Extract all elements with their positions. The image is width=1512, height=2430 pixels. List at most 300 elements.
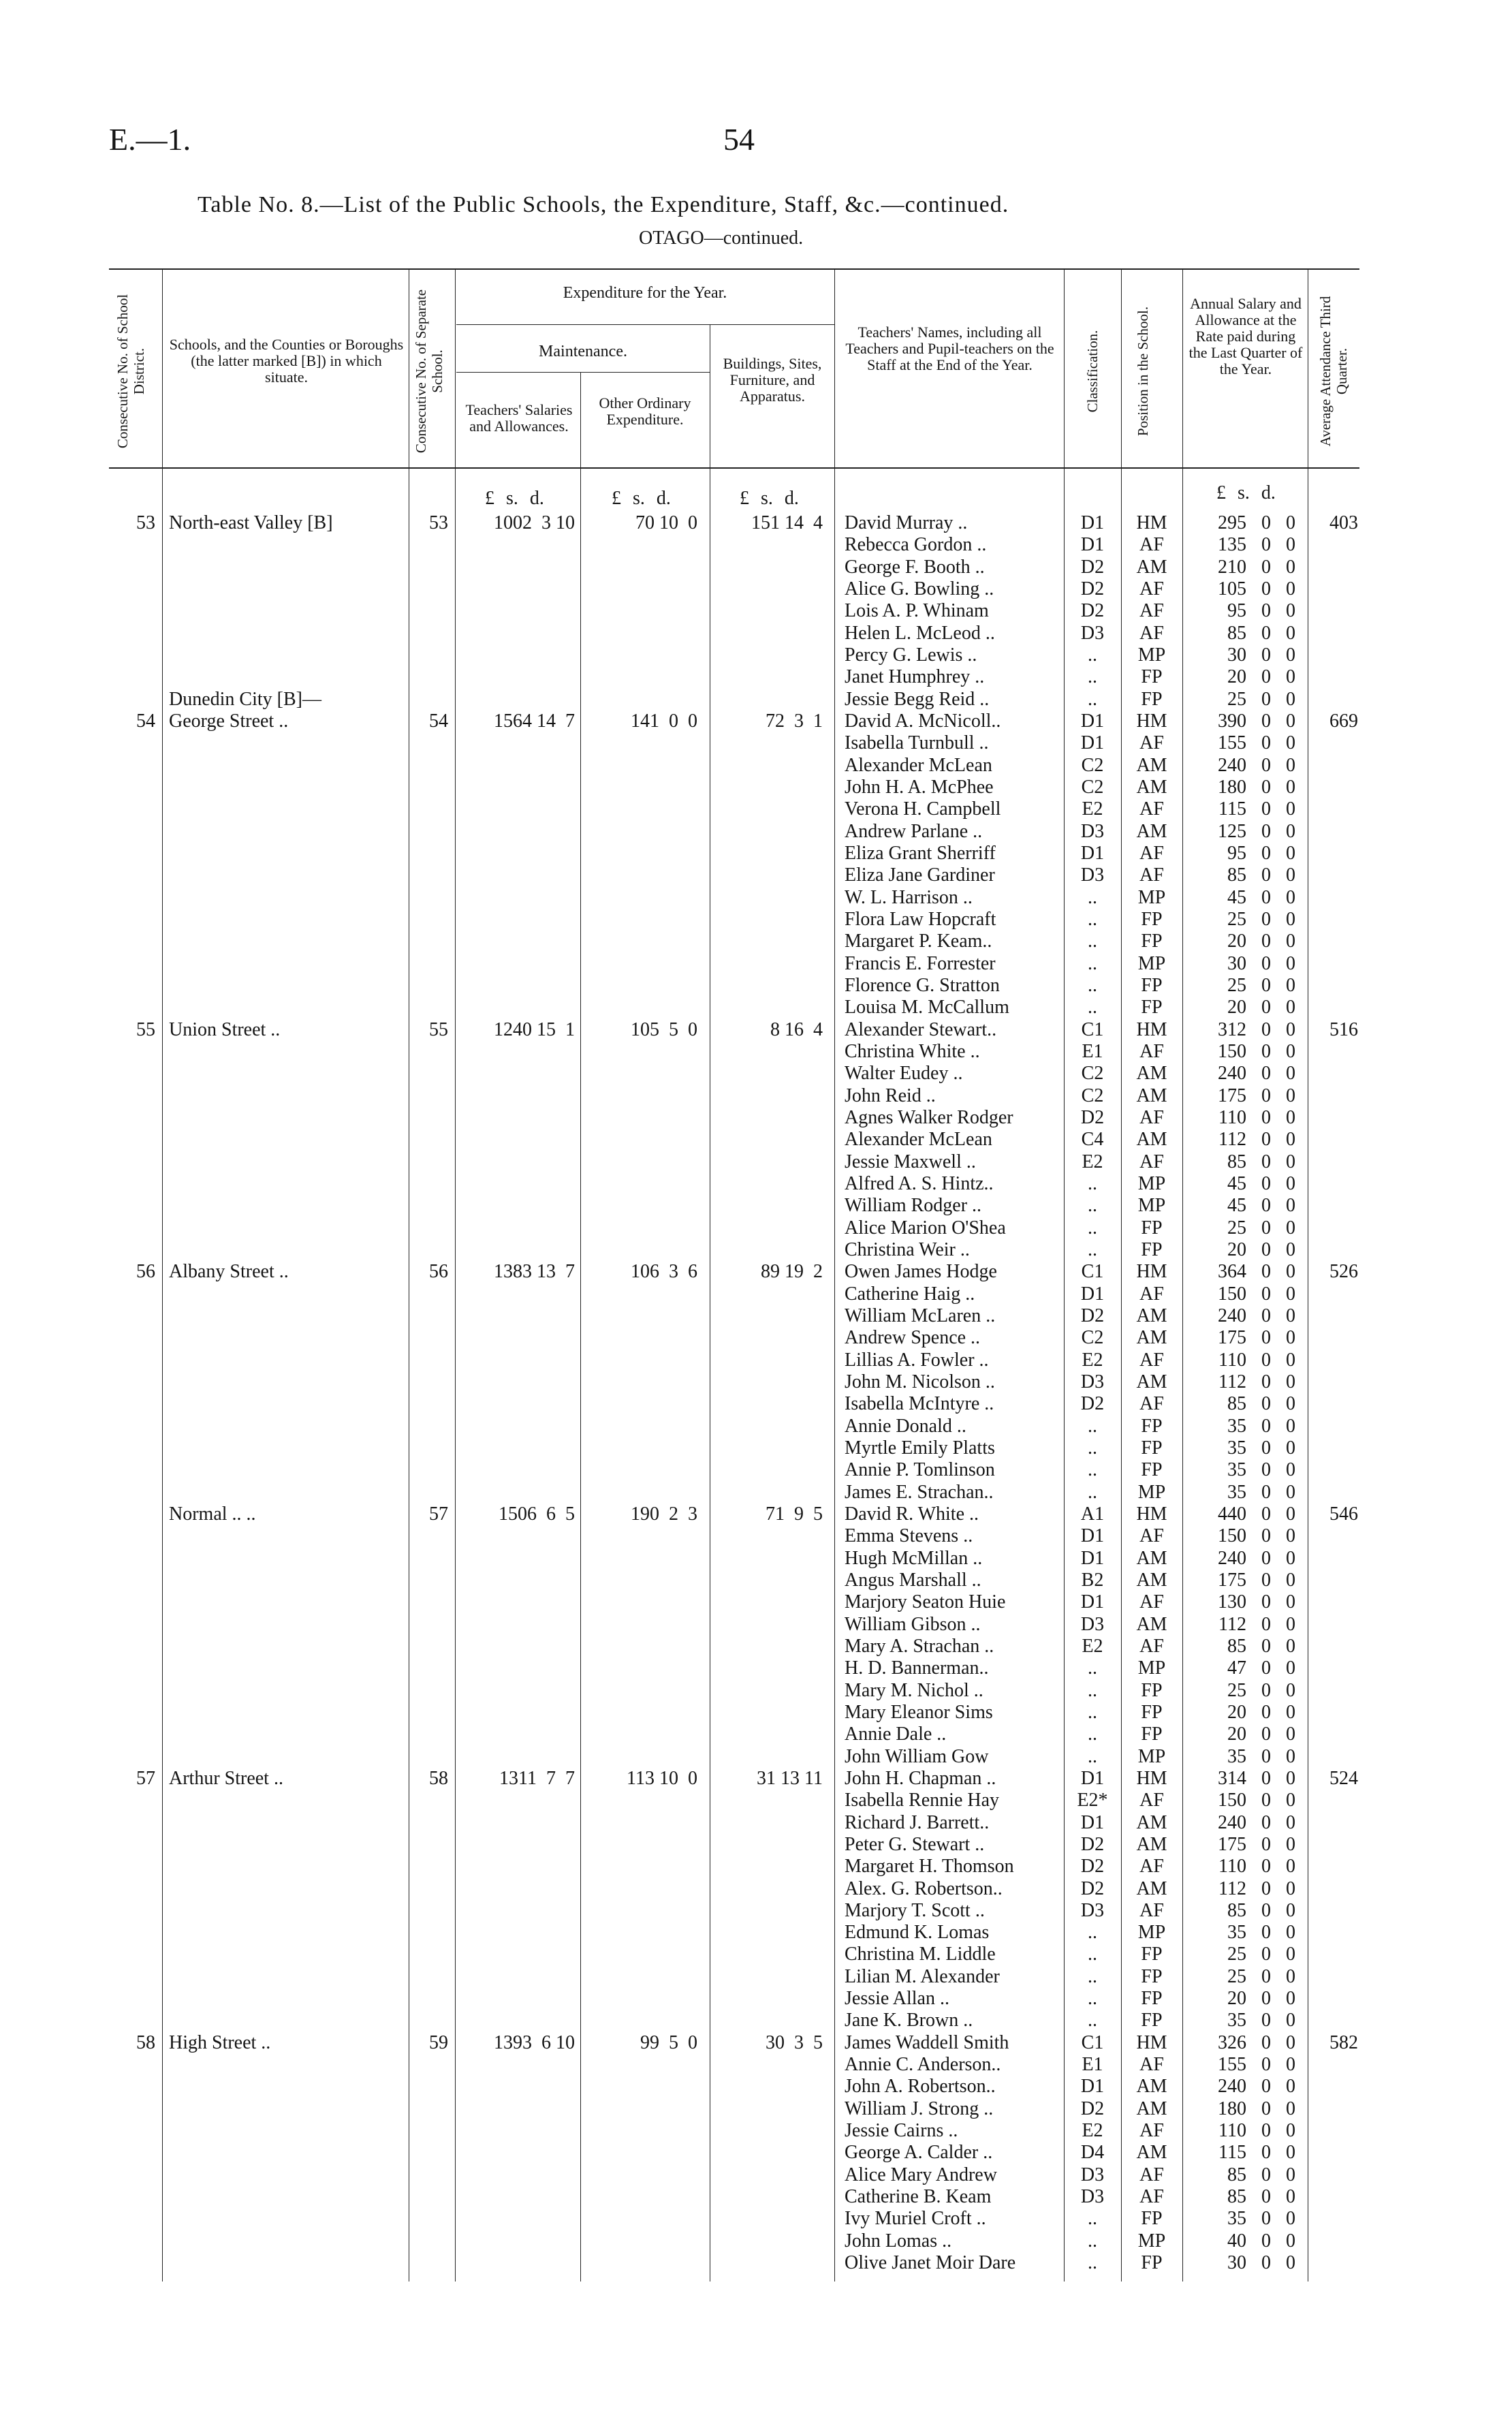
teacher-name-cell: Christina Weir .. <box>845 1239 970 1260</box>
annual-salary-cell: 20 0 0 <box>1227 997 1295 1018</box>
table-row <box>0 975 1512 997</box>
position-cell: AF <box>1139 732 1164 754</box>
table-row <box>0 1239 1512 1261</box>
position-cell: AF <box>1139 798 1164 820</box>
position-cell: MP <box>1137 2230 1166 2252</box>
teacher-name-cell: Marjory T. Scott .. <box>845 1899 985 1921</box>
annual-salary-cell: 95 0 0 <box>1227 843 1295 864</box>
position-cell: AF <box>1139 1899 1164 1921</box>
table-row <box>0 1900 1512 1922</box>
position-cell: MP <box>1137 1172 1166 1194</box>
teacher-name-cell: Catherine Haig .. <box>845 1283 975 1305</box>
classification-cell: .. <box>1088 1679 1097 1701</box>
teacher-name-cell: John William Gow <box>845 1745 989 1767</box>
table-row <box>0 953 1512 975</box>
teacher-name-cell: Jessie Cairns .. <box>845 2120 958 2142</box>
header-expenditure: Expenditure for the Year. <box>563 284 727 302</box>
annual-salary-cell: 20 0 0 <box>1227 1701 1295 1723</box>
attendance-cell: 403 <box>1329 512 1358 533</box>
annual-salary-cell: 240 0 0 <box>1218 1547 1295 1569</box>
salaries-cell: 1383 13 7 <box>494 1261 575 1283</box>
classification-cell: .. <box>1088 1701 1097 1723</box>
teacher-name-cell: Flora Law Hopcraft <box>845 908 996 930</box>
teacher-name-cell: Peter G. Stewart .. <box>845 1833 985 1855</box>
table-row <box>0 2054 1512 2076</box>
annual-salary-cell: 25 0 0 <box>1227 974 1295 996</box>
annual-salary-cell: 25 0 0 <box>1227 908 1295 930</box>
position-cell: AM <box>1136 1833 1167 1855</box>
classification-cell: .. <box>1088 1944 1097 1965</box>
document-code: E.—1. <box>109 122 191 157</box>
position-cell: AF <box>1139 1151 1164 1172</box>
school-name-cell: Arthur Street .. <box>169 1767 283 1789</box>
annual-salary-cell: 175 0 0 <box>1218 1833 1295 1855</box>
classification-cell: C1 <box>1081 2031 1104 2053</box>
table-row <box>0 1459 1512 1481</box>
position-cell: AF <box>1139 1283 1164 1305</box>
position-cell: AM <box>1136 1085 1167 1106</box>
position-cell: FP <box>1141 1239 1163 1260</box>
position-cell: MP <box>1137 952 1166 974</box>
annual-salary-cell: 85 0 0 <box>1227 864 1295 886</box>
teacher-name-cell: Catherine B. Keam <box>845 2186 992 2208</box>
table-row <box>0 1746 1512 1768</box>
annual-salary-cell: 35 0 0 <box>1227 1922 1295 1944</box>
buildings-cell: 151 14 4 <box>751 512 823 533</box>
annual-salary-cell: 47 0 0 <box>1227 1657 1295 1679</box>
annual-salary-cell: 20 0 0 <box>1227 931 1295 952</box>
position-cell: AF <box>1139 1856 1164 1878</box>
annual-salary-cell: 150 0 0 <box>1218 1525 1295 1547</box>
teacher-name-cell: Myrtle Emily Platts <box>845 1437 995 1459</box>
teacher-name-cell: Andrew Spence .. <box>845 1327 981 1349</box>
position-cell: AF <box>1139 1635 1164 1657</box>
annual-salary-cell: 155 0 0 <box>1218 732 1295 754</box>
teacher-name-cell: Margaret P. Keam.. <box>845 931 992 952</box>
teacher-name-cell: James E. Strachan.. <box>845 1481 994 1503</box>
header-school-no: Consecutive No. of Separate School. <box>413 289 445 454</box>
table-row <box>0 557 1512 578</box>
position-cell: FP <box>1141 2252 1163 2274</box>
position-cell: HM <box>1136 1018 1167 1040</box>
district-no-cell: 54 <box>136 711 155 732</box>
position-cell: AF <box>1139 1106 1164 1128</box>
table-row <box>0 1063 1512 1085</box>
annual-salary-cell: 35 0 0 <box>1227 1459 1295 1481</box>
attendance-cell: 526 <box>1329 1261 1358 1283</box>
position-cell: FP <box>1141 1701 1163 1723</box>
table-row <box>0 1393 1512 1415</box>
table-row <box>0 2010 1512 2031</box>
classification-cell: D3 <box>1080 1613 1105 1635</box>
district-no-cell: 58 <box>136 2031 155 2053</box>
table-row <box>0 1371 1512 1393</box>
teacher-name-cell: Annie C. Anderson.. <box>845 2054 1001 2076</box>
position-cell: AM <box>1136 556 1167 578</box>
classification-cell: D3 <box>1080 1899 1105 1921</box>
salaries-cell: 1311 7 7 <box>499 1767 575 1789</box>
teacher-name-cell: Alexander Stewart.. <box>845 1018 997 1040</box>
table-row <box>0 1151 1512 1173</box>
teacher-name-cell: Annie Donald .. <box>845 1415 966 1437</box>
classification-cell: D2 <box>1080 1878 1105 1899</box>
teacher-name-cell: Isabella McIntyre .. <box>845 1393 994 1415</box>
classification-cell: D3 <box>1080 820 1105 842</box>
teacher-name-cell: Eliza Grant Sherriff <box>845 843 996 864</box>
position-cell: AM <box>1136 1811 1167 1833</box>
annual-salary-cell: 25 0 0 <box>1227 1679 1295 1701</box>
teacher-name-cell: Alexander McLean <box>845 754 992 776</box>
annual-salary-cell: 112 0 0 <box>1218 1371 1295 1392</box>
table-row <box>0 1350 1512 1371</box>
classification-cell: .. <box>1088 1988 1097 2010</box>
annual-salary-cell: 150 0 0 <box>1218 1283 1295 1305</box>
teacher-name-cell: Lillias A. Fowler .. <box>845 1349 989 1371</box>
classification-cell: .. <box>1088 666 1097 688</box>
position-cell: AF <box>1139 1525 1164 1547</box>
position-cell: MP <box>1137 644 1166 666</box>
teacher-name-cell: Alice G. Bowling .. <box>845 578 994 599</box>
salaries-cell: 1240 15 1 <box>494 1018 575 1040</box>
attendance-cell: 516 <box>1329 1018 1358 1040</box>
position-cell: AF <box>1139 864 1164 886</box>
annual-salary-cell: 20 0 0 <box>1227 1239 1295 1260</box>
classification-cell: .. <box>1088 1172 1097 1194</box>
position-cell: AM <box>1136 1063 1167 1085</box>
header-salary: Annual Salary and Allowance at the Rate paid during the Last Quarter of the Year. <box>1188 295 1303 377</box>
position-cell: FP <box>1141 1988 1163 2010</box>
classification-cell: .. <box>1088 1217 1097 1239</box>
school-name-cell: North-east Valley [B] <box>169 512 333 533</box>
position-cell: FP <box>1141 1724 1163 1745</box>
table-row <box>0 864 1512 886</box>
teacher-name-cell: Christina White .. <box>845 1040 980 1062</box>
table-row <box>0 1724 1512 1745</box>
position-cell: AM <box>1136 1327 1167 1349</box>
annual-salary-cell: 210 0 0 <box>1218 556 1295 578</box>
other-expenditure-cell: 190 2 3 <box>631 1503 697 1525</box>
table-row <box>0 1657 1512 1679</box>
table-row <box>0 1966 1512 1988</box>
position-cell: MP <box>1137 1745 1166 1767</box>
teacher-name-cell: Jessie Maxwell .. <box>845 1151 976 1172</box>
annual-salary-cell: 125 0 0 <box>1218 820 1295 842</box>
annual-salary-cell: 155 0 0 <box>1218 2054 1295 2076</box>
annual-salary-cell: 130 0 0 <box>1218 1591 1295 1613</box>
classification-cell: .. <box>1088 1195 1097 1217</box>
classification-cell: .. <box>1088 1724 1097 1745</box>
header-classification: Classification. <box>1084 330 1101 413</box>
teacher-name-cell: Angus Marshall .. <box>845 1569 981 1591</box>
annual-salary-cell: 95 0 0 <box>1227 600 1295 622</box>
annual-salary-cell: 115 0 0 <box>1218 2142 1295 2164</box>
classification-cell: .. <box>1088 886 1097 908</box>
position-cell: AF <box>1139 622 1164 644</box>
annual-salary-cell: 110 0 0 <box>1218 2120 1295 2142</box>
position-cell: HM <box>1136 2031 1167 2053</box>
table-row <box>0 1217 1512 1239</box>
position-cell: AM <box>1136 1305 1167 1326</box>
header-attendance: Average Attendance Third Quarter. <box>1317 296 1350 447</box>
page-number: 54 <box>723 122 755 157</box>
annual-salary-cell: 135 0 0 <box>1218 534 1295 556</box>
teacher-name-cell: James Waddell Smith <box>845 2031 1009 2053</box>
position-cell: FP <box>1141 666 1163 688</box>
classification-cell: D1 <box>1080 1811 1105 1833</box>
position-cell: AM <box>1136 2098 1167 2119</box>
salaries-cell: 1564 14 7 <box>494 711 575 732</box>
teacher-name-cell: William J. Strong .. <box>845 2098 994 2119</box>
teacher-name-cell: Verona H. Campbell <box>845 798 1001 820</box>
classification-cell: .. <box>1088 2208 1097 2230</box>
header-position: Position in the School. <box>1135 306 1151 437</box>
teacher-name-cell: Florence G. Stratton <box>845 974 1000 996</box>
classification-cell: D2 <box>1080 2098 1105 2119</box>
classification-cell: .. <box>1088 2230 1097 2252</box>
teacher-name-cell: Hugh McMillan .. <box>845 1547 983 1569</box>
annual-salary-cell: 35 0 0 <box>1227 1481 1295 1503</box>
annual-salary-cell: 35 0 0 <box>1227 1437 1295 1459</box>
district-no-cell: 57 <box>136 1767 155 1789</box>
teacher-name-cell: Isabella Rennie Hay <box>845 1790 1000 1811</box>
teacher-name-cell: Mary A. Strachan .. <box>845 1635 994 1657</box>
classification-cell: .. <box>1088 1437 1097 1459</box>
table-row <box>0 689 1512 711</box>
position-cell: FP <box>1141 974 1163 996</box>
units-salaries: £ s. d. <box>485 488 544 509</box>
classification-cell: D1 <box>1080 512 1105 533</box>
position-cell: HM <box>1136 711 1167 732</box>
header-other: Other Ordinary Expenditure. <box>599 394 691 428</box>
annual-salary-cell: 175 0 0 <box>1218 1327 1295 1349</box>
position-cell: FP <box>1141 1217 1163 1239</box>
position-cell: AM <box>1136 2076 1167 2098</box>
classification-cell: E2 <box>1082 2120 1103 2142</box>
table-row <box>0 2186 1512 2208</box>
other-expenditure-cell: 105 5 0 <box>631 1018 697 1040</box>
school-no-cell: 53 <box>429 512 448 533</box>
classification-cell: D3 <box>1080 2186 1105 2208</box>
annual-salary-cell: 112 0 0 <box>1218 1613 1295 1635</box>
classification-cell: C2 <box>1081 754 1104 776</box>
table-row <box>0 711 1512 732</box>
annual-salary-cell: 85 0 0 <box>1227 622 1295 644</box>
classification-cell: C2 <box>1081 1327 1104 1349</box>
teacher-name-cell: Eliza Jane Gardiner <box>845 864 995 886</box>
position-cell: FP <box>1141 688 1163 710</box>
school-name-cell: Normal .. .. <box>169 1503 256 1525</box>
teacher-name-cell: Agnes Walker Rodger <box>845 1106 1013 1128</box>
school-no-cell: 56 <box>429 1261 448 1283</box>
other-expenditure-cell: 106 3 6 <box>631 1261 697 1283</box>
teacher-name-cell: Edmund K. Lomas <box>845 1922 990 1944</box>
position-cell: HM <box>1136 1503 1167 1525</box>
classification-cell: D4 <box>1080 2142 1105 2164</box>
table-row <box>0 2230 1512 2252</box>
teacher-name-cell: W. L. Harrison .. <box>845 886 973 908</box>
teacher-name-cell: John Lomas .. <box>845 2230 952 2252</box>
classification-cell: D3 <box>1080 622 1105 644</box>
teacher-name-cell: Alex. G. Robertson.. <box>845 1878 1003 1899</box>
classification-cell: D1 <box>1080 1283 1105 1305</box>
table-row <box>0 1570 1512 1591</box>
table-row <box>0 1591 1512 1613</box>
annual-salary-cell: 25 0 0 <box>1227 1944 1295 1965</box>
classification-cell: E1 <box>1082 1040 1103 1062</box>
position-cell: MP <box>1137 1922 1166 1944</box>
annual-salary-cell: 35 0 0 <box>1227 1745 1295 1767</box>
table-row <box>0 2076 1512 2098</box>
buildings-cell: 8 16 4 <box>770 1018 823 1040</box>
teacher-name-cell: Mary Eleanor Sims <box>845 1701 993 1723</box>
teacher-name-cell: Helen L. McLeod .. <box>845 622 995 644</box>
table-row <box>0 1416 1512 1437</box>
teacher-name-cell: Christina M. Liddle <box>845 1944 996 1965</box>
teacher-name-cell: Alfred A. S. Hintz.. <box>845 1172 994 1194</box>
header-maintenance: Maintenance. <box>539 343 627 360</box>
attendance-cell: 582 <box>1329 2031 1358 2053</box>
classification-cell: C1 <box>1081 1261 1104 1283</box>
table-row <box>0 2164 1512 2186</box>
annual-salary-cell: 110 0 0 <box>1218 1106 1295 1128</box>
table-row <box>0 2032 1512 2054</box>
classification-cell: D2 <box>1080 1106 1105 1128</box>
classification-cell: D2 <box>1080 1305 1105 1326</box>
annual-salary-cell: 240 0 0 <box>1218 1305 1295 1326</box>
buildings-cell: 30 3 5 <box>766 2031 823 2053</box>
table-row <box>0 821 1512 843</box>
position-cell: AM <box>1136 1878 1167 1899</box>
classification-cell: .. <box>1088 1657 1097 1679</box>
position-cell: FP <box>1141 908 1163 930</box>
position-cell: AM <box>1136 1547 1167 1569</box>
header-schools: Schools, and the Counties or Boroughs (the latter marked [B]) in which situate. <box>169 336 404 386</box>
position-cell: AF <box>1139 2120 1164 2142</box>
classification-cell: D1 <box>1080 534 1105 556</box>
position-cell: AF <box>1139 2054 1164 2076</box>
teacher-name-cell: John H. A. McPhee <box>845 777 994 798</box>
annual-salary-cell: 240 0 0 <box>1218 1811 1295 1833</box>
maintenance-rule <box>456 372 710 373</box>
teacher-name-cell: David R. White .. <box>845 1503 979 1525</box>
teacher-name-cell: Annie P. Tomlinson <box>845 1459 995 1481</box>
position-cell: MP <box>1137 886 1166 908</box>
annual-salary-cell: 35 0 0 <box>1227 2208 1295 2230</box>
table-row <box>0 2120 1512 2142</box>
table-row <box>0 1195 1512 1217</box>
table-title: Table No. 8.—List of the Public Schools, the Expenditure, Staff, &c.—continued. <box>198 192 1009 217</box>
annual-salary-cell: 20 0 0 <box>1227 666 1295 688</box>
classification-cell: D2 <box>1080 556 1105 578</box>
classification-cell: D1 <box>1080 1767 1105 1789</box>
table-row <box>0 997 1512 1018</box>
classification-cell: D1 <box>1080 1547 1105 1569</box>
table-row <box>0 1107 1512 1129</box>
units-buildings: £ s. d. <box>740 488 799 509</box>
table-row <box>0 1834 1512 1856</box>
position-cell: FP <box>1141 2208 1163 2230</box>
classification-cell: .. <box>1088 1459 1097 1481</box>
table-row <box>0 843 1512 864</box>
classification-cell: A1 <box>1080 1503 1105 1525</box>
position-cell: AF <box>1139 2186 1164 2208</box>
classification-cell: D2 <box>1080 1833 1105 1855</box>
position-cell: HM <box>1136 512 1167 533</box>
classification-cell: .. <box>1088 952 1097 974</box>
table-row <box>0 1702 1512 1724</box>
annual-salary-cell: 85 0 0 <box>1227 1635 1295 1657</box>
classification-cell: D2 <box>1080 600 1105 622</box>
position-cell: AF <box>1139 2164 1164 2185</box>
salaries-cell: 1506 6 5 <box>499 1503 575 1525</box>
school-no-cell: 54 <box>429 711 448 732</box>
table-row <box>0 1283 1512 1305</box>
annual-salary-cell: 180 0 0 <box>1218 2098 1295 2119</box>
table-row <box>0 666 1512 688</box>
annual-salary-cell: 150 0 0 <box>1218 1790 1295 1811</box>
teacher-name-cell: Isabella Turnbull .. <box>845 732 989 754</box>
classification-cell: .. <box>1088 2252 1097 2274</box>
annual-salary-cell: 45 0 0 <box>1227 886 1295 908</box>
annual-salary-cell: 30 0 0 <box>1227 952 1295 974</box>
classification-cell: D3 <box>1080 2164 1105 2185</box>
annual-salary-cell: 440 0 0 <box>1218 1503 1295 1525</box>
header-district-no: Consecutive No. of School District. <box>114 294 147 449</box>
header-salaries: Teachers' Salaries and Allowances. <box>465 401 573 435</box>
header-bottom-rule <box>109 467 1359 469</box>
annual-salary-cell: 35 0 0 <box>1227 2010 1295 2031</box>
teacher-name-cell: John M. Nicolson .. <box>845 1371 995 1392</box>
position-cell: AF <box>1139 1591 1164 1613</box>
other-expenditure-cell: 141 0 0 <box>631 711 697 732</box>
classification-cell: D2 <box>1080 578 1105 599</box>
school-name-cell: Dunedin City [B]— <box>169 688 321 710</box>
position-cell: AM <box>1136 820 1167 842</box>
buildings-cell: 31 13 11 <box>757 1767 823 1789</box>
teacher-name-cell: John A. Robertson.. <box>845 2076 996 2098</box>
classification-cell: .. <box>1088 931 1097 952</box>
annual-salary-cell: 25 0 0 <box>1227 1965 1295 1987</box>
classification-cell: E2 <box>1082 1349 1103 1371</box>
school-name-cell: George Street .. <box>169 711 289 732</box>
table-row <box>0 1437 1512 1459</box>
table-row <box>0 2142 1512 2164</box>
table-row <box>0 1812 1512 1834</box>
salaries-cell: 1393 6 10 <box>494 2031 575 2053</box>
teacher-name-cell: William Gibson .. <box>845 1613 981 1635</box>
teacher-name-cell: Jessie Begg Reid .. <box>845 688 990 710</box>
annual-salary-cell: 35 0 0 <box>1227 1415 1295 1437</box>
classification-cell: C2 <box>1081 1085 1104 1106</box>
classification-cell: E2 <box>1082 1151 1103 1172</box>
annual-salary-cell: 295 0 0 <box>1218 512 1295 533</box>
classification-cell: .. <box>1088 1239 1097 1260</box>
teacher-name-cell: Richard J. Barrett.. <box>845 1811 990 1833</box>
teacher-name-cell: Lilian M. Alexander <box>845 1965 1000 1987</box>
position-cell: FP <box>1141 1459 1163 1481</box>
teacher-name-cell: Emma Stevens .. <box>845 1525 973 1547</box>
position-cell: FP <box>1141 1965 1163 1987</box>
classification-cell: .. <box>1088 1415 1097 1437</box>
other-expenditure-cell: 99 5 0 <box>640 2031 697 2053</box>
teacher-name-cell: Alice Mary Andrew <box>845 2164 997 2185</box>
table-row <box>0 798 1512 820</box>
table-row <box>0 1790 1512 1811</box>
annual-salary-cell: 175 0 0 <box>1218 1085 1295 1106</box>
classification-cell: .. <box>1088 688 1097 710</box>
annual-salary-cell: 45 0 0 <box>1227 1172 1295 1194</box>
expenditure-rule <box>456 324 834 325</box>
